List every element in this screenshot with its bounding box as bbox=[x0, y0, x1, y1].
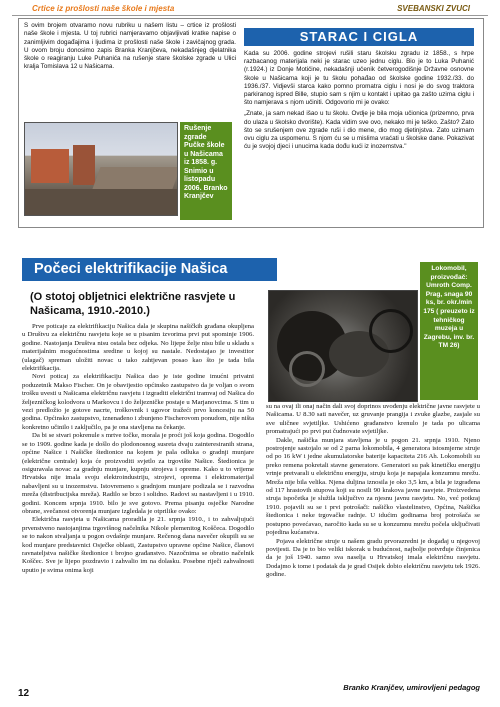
school-demolition-photo bbox=[24, 122, 178, 216]
paragraph: su na ovaj ili onaj način dali svoj doprinos uvođenju električne javne rasvjete u Našicama. U 8.30 sati navečer, uz gruvanje prangija i zvuke glazbe, zasjale su sve uličnee svjetiljke. Ushićeno građanstvo krenulo je tada po ulicama promatrajući po prvi put čudnovate svjetiljke. bbox=[266, 403, 480, 436]
paragraph: Novi poticaj za elektrifikaciju Našica dao je iste godine imućni privatni poduzetnik Makso Fischer. On je obavijestio općinsko zastupstvo da je voljan o svom trošku uvesti u Našicama električnu rasvjetu i izgraditi električni tramvaj od Našica do željezničkog kolodvora u Markovcu i do željezničke postaje u Marjanovcima. S tim u vezi predložio je gotove nacrte, troškovnik i ugovor tražeći prvo koncesiju na 50 godina. Općinsko zastupstvo, iznenađeno i zbunjeno Fischerovom ponudom, nije ništa konkretno učinilo i zaključilo, pa je ona stavljena na čekanje. bbox=[22, 373, 254, 431]
intro-text: S ovim brojem otvaramo novu rubriku u našem listu – crtice iz prošlosti naše škole i mjesta. U toj rubrici namjeravamo objavljivati kratke napise o zanimljivim događajima i ljudima iz prošlosti naše škole i zavičajnog grada. U ovom broju donosimo zapis Branka Kranjčeva, nekadašnjeg djelatnika škole o reagiranju Luke Puhanića na rušenje stare školske zgrade u Ulici kralja Tomislava 12 u Našicama. bbox=[24, 22, 236, 71]
page-number: 12 bbox=[18, 688, 30, 699]
photo-caption: Lokomobil, proizvođač: Umroth Comp. Prag, snaga 90 ks, br. okr./min 175 ( preuzeto iz tehničkog muzeja u Zagrebu, inv. br. TM 26) bbox=[420, 262, 478, 400]
paragraph: Kada su 2006. godine strojevi rušili staru školsku zgradu iz 1858., s hrpe razbacanog materijala neki je starac uzeo jednu ciglu. Bio je to Luka Puhanić (r.1924.) iz Donje Motičine, nekadašnji učenik četverogodišnje Državne osnovne škole u Našicama koji je tu školu pohađao od školske godine 1932./33. do 1936./37. Vidjevši starca kako pomno promatra ciglu i nosi je do svog traktora parkiranog ispred Bille, stupio sam s njim u kontakt i upitao ga zašto uzima ciglu i što namjerava s njom učiniti. Odgovorio mi je ovako: bbox=[244, 50, 474, 107]
header-publication: SVEBANSKI ZVUCI bbox=[397, 4, 470, 13]
paragraph: Pojava električne struje u našem gradu prvorazredni je događaj u njegovoj povijesti. Da je to bio veliki iskorak u budućnost, najbolje potvrđuje činjenica da je još 1940. samo sva naselja u Hrvatskoj imala električnu rasvjetu. Dodajmo k tome i podatak da je grad Osijek dobio električnu rasvjetu tek 1926. godine. bbox=[266, 537, 480, 579]
article-column-right bbox=[266, 403, 480, 580]
lokomobil-photo bbox=[268, 290, 418, 402]
header-rule bbox=[12, 15, 488, 16]
section-body bbox=[244, 50, 474, 154]
article-column-left bbox=[22, 323, 254, 575]
author-signature: Branko Kranjčev, umirovljeni pedagog bbox=[343, 683, 480, 692]
paragraph: Električna rasvjeta u Našicama proradila je 21. srpnja 1910., i to zahvaljujući prvenstveno nastojanjima trgovišnog načelnika Nikole plemenitog Koščeca. Dogodilo se to nakon stvaljanja u pogon ovdašnje munjare. Rečenog dana navečer okupili su se kod munjare predstavnici Osječke oblasti, Zastupstvo upravne općine Našice, članovi ravnateljstva našičke štedionice i brojno građanstvo. Nazočnima se obratio načelnik Koščec. Sve je lijepo pozdravio i zahvalio im na dolasku. Posebne riječi zahvalnosti uputio je svima onima koji bbox=[22, 516, 254, 574]
article-subtitle: (O stotoj obljetnici električne rasvjete u Našicama, 1910.-2010.) bbox=[30, 291, 236, 317]
quote-paragraph: „Znate, ja sam nekad išao u tu školu. Ovdje je bila moja učionica (prizemno, prva do ulaza u školsko dvorište). Kada vidim sve ovo, nekako mi je teško. Zašto? Zato što se srušenjem ove zgrade ruši i dio mene, dio mog djetinjstva. Zato uzimam ovu ciglu za uspomenu. S njom ću se u mislima vraćati u školske dane. Pokazivat ću je svojoj djeci i unucima kada dođu kući iz inozemstva." bbox=[244, 110, 474, 151]
article-title: Počeci elektrifikacije Našica bbox=[22, 258, 277, 281]
paragraph: Prve poticaje za elektrifikaciju Našica dala je skupina našičkih građana okupljena u Društvu za električnu rasvjetu koje se u pisanim izvorima prvi put spominje 1906. godine. Nastojanja Društva nisu ostala bez odjeka. No lijepe želje nisu bile u skladu s materijalnim mogućnostima sredine u kojoj su nastale. Nedostajao je investitor (ulagač) spreman uložiti novac u tako zahtjevan posao kao što je tada bila elektrifikacija. bbox=[22, 323, 254, 373]
paragraph: Da bi se stvari pokrenule s mrtve točke, morala je proći još koja godina. Dogodilo se to 1909. godine kada je došlo do plodonosnog susreta dvaju zainteresiranih strana, općine Našice i Našičke štedionice na kojem je pala odluka o gradnji munjare (električne centrale) koja će proizvoditi svjetlo za trgovište Našice. Štedionica je osiguravala novac za gradnju munjare, kupnju strojeva i opreme. Kako u to vrijeme Hrvatska nije imala svoju elektroindustriju, strojevi, oprema i elektromaterijal nabavljeni su u inozemstvu. Istovremeno s gradnjom munjare podizala se i razvodna mreža (distribucijska mreža). Radilo se brzo i solidno. Radovi su nastavljeni i u 1910. godini. Koncem srpnja 1910. bilo je sve gotovo. Prema pisanju osječke Narodne obrane, svečanost otvorenja munjare izgledala je otprilike ovako: bbox=[22, 432, 254, 515]
paragraph: Dakle, našička munjara stavljena je u pogon 21. srpnja 1910. Njeno postrojenje sastojalo se od 2 parna lokomobila, 4 generatora istosmjerne struje od po 16 kW i jedne akumulatorske baterije kapaciteta 216 Ah. Lokomobili su preko remena pokretali stavne generatore. Generatori su pak kinetičku energiju vrtnje pretvarali u električnu energiju, struju koja je napajala konzumnu mrežu. Mreža nije bila velika. Njena duljina iznosila je oko 3,5 km, a bila je izgrađena od 117 hrastovih stupova koji su nosili 90 krakova javne rasvjete. Proizvedena struja ispočetka je služila isključivo za njesnu javnu rasvjetu. No, već potkraj 1910. pojavili su se i prvi potrošači: našičko vlastelinstvo, Općina, Našička štedionica i neke trgovačke radnje. U idućim godinama broj potrošača se postupno povećavao, naročito kada su se u konzumnu mrežu počela uključivati pojedina kućanstva. bbox=[266, 436, 480, 537]
section-title: STARAC I CIGLA bbox=[244, 28, 474, 46]
header-rubric: Crtice iz prošlosti naše škole i mjesta bbox=[32, 4, 175, 13]
photo-caption: Rušenje zgrade Pučke škole u Našicama iz 1858. g. Snimio u listopadu 2006. Branko Kranjčev bbox=[180, 122, 232, 220]
